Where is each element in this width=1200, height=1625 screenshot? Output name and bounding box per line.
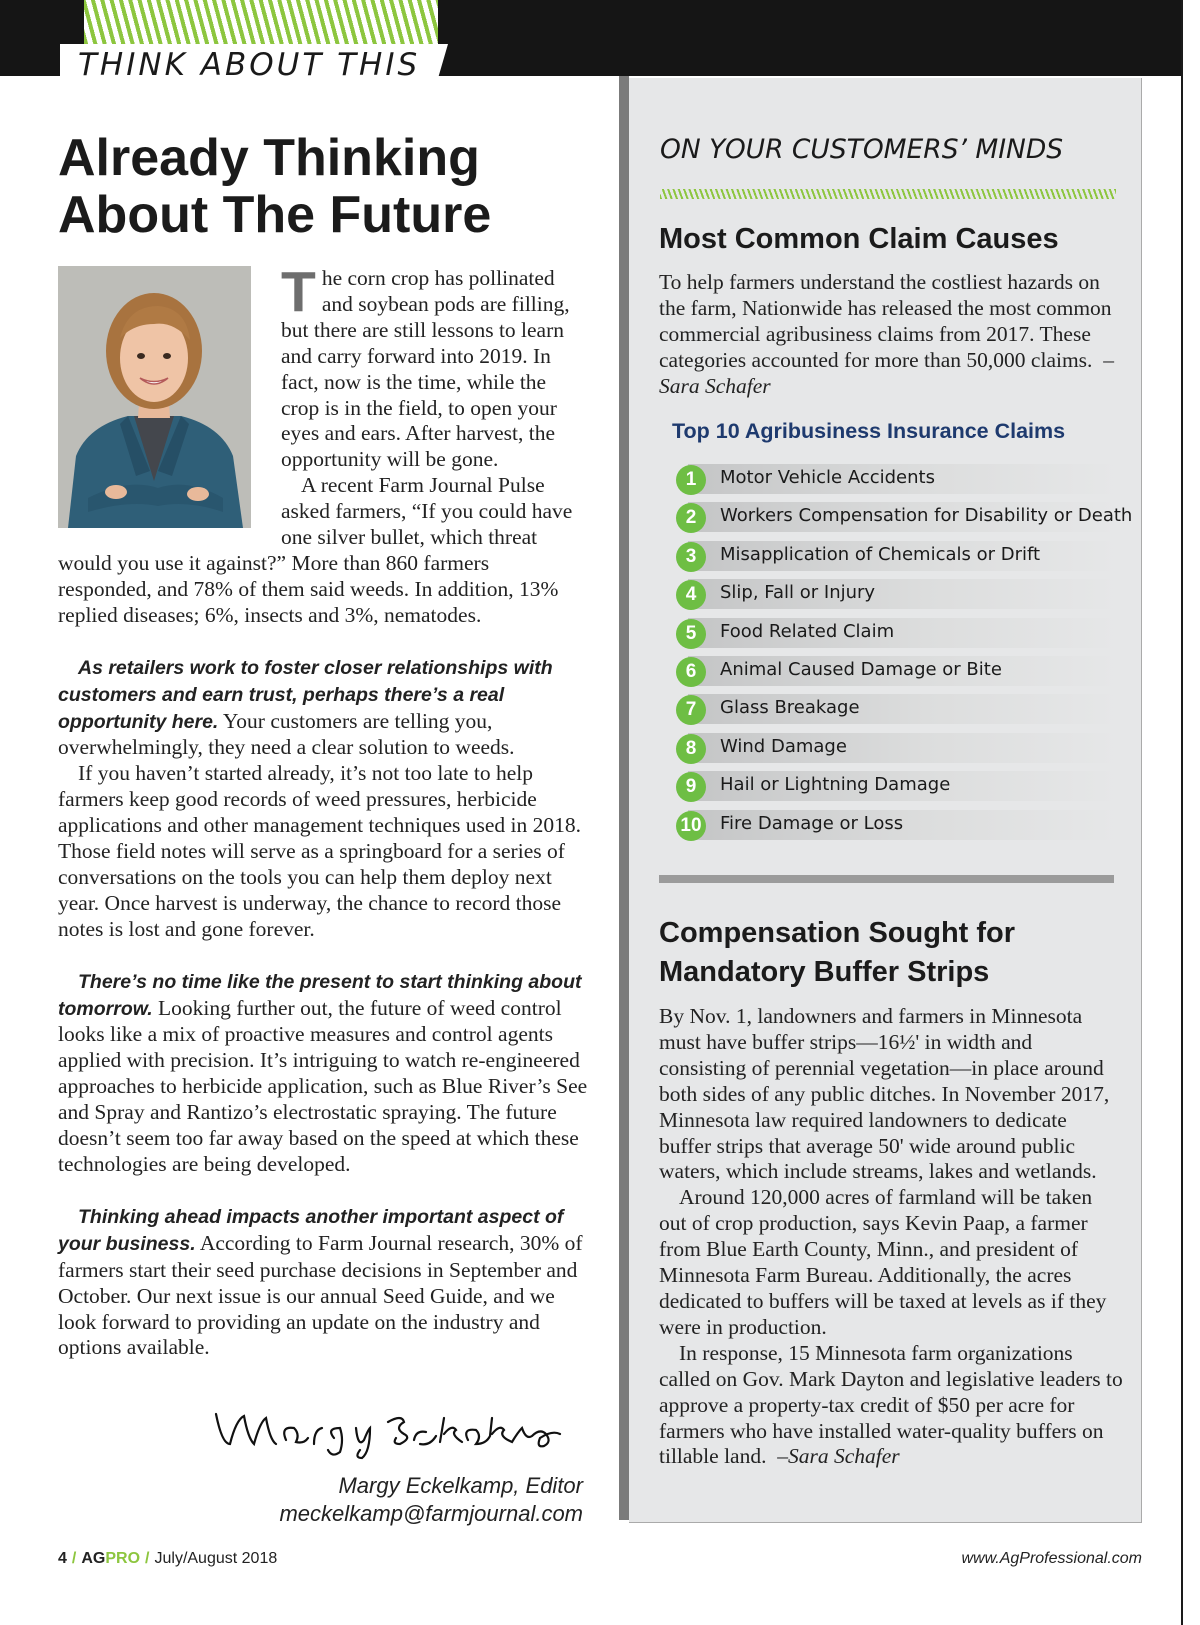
claim-label: Slip, Fall or Injury xyxy=(720,582,876,604)
claims-intro-text: To help farmers understand the costliest hazards on the farm, Nationwide has released the most common commercial agribusiness claims from 2017. These categories accounted for more than 50,000 claims. xyxy=(659,270,1112,372)
claim-rank-badge: 9 xyxy=(676,772,706,802)
claim-item xyxy=(676,577,1126,615)
folio-separator: / xyxy=(145,1550,150,1567)
paragraph-3-text: Your customers are telling you, overwhelmingly, they need a clear solution to weeds. xyxy=(58,708,515,760)
article-headline: Already Thinking About The Future xyxy=(58,129,492,244)
claim-rank-badge: 8 xyxy=(676,734,706,764)
paragraph-3-lead: As retailers work to foster closer relationships with customers and earn trust, perhaps there’s a real opportunity here. xyxy=(58,656,553,733)
claim-item xyxy=(676,808,1126,846)
claim-rank-badge: 6 xyxy=(676,657,706,687)
editor-email-link[interactable]: meckelkamp@farmjournal.com xyxy=(279,1501,583,1526)
article-paragraph-5 xyxy=(58,969,588,1178)
section-label: THINK ABOUT THIS xyxy=(78,47,421,83)
paragraph-1-text: he corn crop has pollinated and soybean pods are filling, but there are still lessons to learn and carry forward into 2019. In fact, now is the time, while the crop is in the field, to open your eyes and ears. After harvest, the opportunity will be gone. xyxy=(281,266,570,472)
claim-item xyxy=(676,539,1126,577)
claims-heading: Most Common Claim Causes xyxy=(659,223,1059,255)
claim-item xyxy=(676,692,1126,730)
article-paragraph-6 xyxy=(58,1204,588,1361)
claim-label: Motor Vehicle Accidents xyxy=(720,467,935,488)
claim-rank-badge: 5 xyxy=(676,619,706,649)
buffer-byline: –Sara Schafer xyxy=(777,1444,900,1469)
page-folio xyxy=(58,1550,277,1568)
magazine-name-pro: PRO xyxy=(105,1550,141,1567)
claims-list-title: Top 10 Agribusiness Insurance Claims xyxy=(672,419,1066,443)
claim-label: Hail or Lightning Damage xyxy=(720,774,951,796)
folio-separator: / xyxy=(71,1550,77,1567)
website-link[interactable]: www.AgProfessional.com xyxy=(961,1550,1142,1567)
page-number: 4 xyxy=(58,1550,67,1567)
article-paragraph-4: If you haven’t started already, it’s not too late to help farmers keep good records of weed pressures, herbicide applications and other management techniques used in 2018. Those field notes will serve as a springboard for a series of conversations on the tools you can help them deploy next year. Once harvest is underway, the chance to record those notes is lost and gone forever. xyxy=(58,761,582,941)
signature-handwriting xyxy=(200,1400,580,1460)
sidebar-label: ON YOUR CUSTOMERS’ MINDS xyxy=(660,134,1064,165)
claim-label: Wind Damage xyxy=(720,735,847,757)
claim-item xyxy=(676,616,1126,654)
claim-rank-badge: 7 xyxy=(676,695,706,725)
magazine-name-ag: AG xyxy=(81,1550,106,1567)
buffer-body xyxy=(659,1004,1124,1470)
editor-name: Margy Eckelkamp, Editor xyxy=(338,1473,583,1498)
sidebar-divider xyxy=(659,875,1114,883)
buffer-paragraph-1: By Nov. 1, landowners and farmers in Minnesota must have buffer strips—16½' in width and consisting of perennial vegetation—in place around both sides of any public ditches. In November 2017, Minnesota law required landowners to dedicate buffer strips that average 50' wide around public waters, which include streams, lakes and wetlands. xyxy=(659,1004,1110,1184)
claim-label: Glass Breakage xyxy=(720,697,860,719)
claim-rank-badge: 10 xyxy=(676,811,706,841)
article-paragraph-2: A recent Farm Journal Pulse asked farmers, “If you could have one silver bullet, which threat would you use it against?” More than 860 farmers responded, and 78% of them said weeds. In addition, 13% replied diseases; 6%, insects and 3%, nematodes. xyxy=(58,473,573,627)
claim-label: Food Related Claim xyxy=(720,620,895,642)
buffer-paragraph-3-text: In response, 15 Minnesota farm organizations called on Gov. Mark Dayton and legislative leaders to approve a property-tax credit of $50 per acre for farmers who have installed water-quality buffers on tillable land. xyxy=(659,1340,1123,1469)
paragraph-spacer xyxy=(58,629,588,655)
claims-byline: –Sara Schafer xyxy=(659,347,1114,398)
editor-signature xyxy=(200,1400,580,1465)
claim-rank-badge: 1 xyxy=(676,465,706,495)
buffer-paragraph-2: Around 120,000 acres of farmland will be taken out of crop production, says Kevin Paap, a farmer from Blue Earth County, Minn., and president of Minnesota Farm Bureau. Additionally, the acres dedicated to buffers will be taxed at levels as if they were in production. xyxy=(659,1185,1107,1339)
article-paragraph-3 xyxy=(58,655,588,762)
paragraph-spacer xyxy=(58,943,588,969)
paragraph-5-text: Looking further out, the future of weed control looks like a mix of proactive measures and control agents applied with precision. It’s intriguing to watch re-engineered approaches to herbicide application, such as Blue River’s See and Spray and Rantizo’s electrostatic spraying. The future doesn’t seem too far away based on the speed at which these technologies are being developed. xyxy=(58,995,588,1176)
claim-item xyxy=(676,500,1133,538)
claim-label: Animal Caused Damage or Bite xyxy=(720,658,1002,680)
claim-item xyxy=(676,731,1126,769)
drop-cap: T xyxy=(281,260,316,324)
buffer-heading xyxy=(659,914,1015,992)
portrait-wrap-space xyxy=(58,266,281,528)
buffer-heading-line-1: Compensation Sought for xyxy=(659,917,1016,949)
sidebar-rule xyxy=(619,76,629,1520)
issue-date: July/August 2018 xyxy=(154,1550,278,1567)
claims-intro-paragraph xyxy=(659,270,1124,400)
buffer-heading-line-2: Mandatory Buffer Strips xyxy=(659,956,990,988)
banner-green-hatch xyxy=(84,0,438,44)
paragraph-spacer xyxy=(58,1178,588,1204)
claim-label: Fire Damage or Loss xyxy=(720,812,904,834)
magazine-name xyxy=(81,1550,140,1567)
paragraph-6-lead: Thinking ahead impacts another important aspect of your business. xyxy=(58,1205,564,1255)
claim-rank-badge: 2 xyxy=(676,503,706,533)
sidebar-green-hatch xyxy=(660,189,1116,199)
claim-label: Misapplication of Chemicals or Drift xyxy=(720,543,1041,565)
claim-item xyxy=(676,462,1126,500)
article-body xyxy=(58,260,588,1361)
claim-item xyxy=(676,654,1126,692)
claim-item xyxy=(676,769,1126,807)
buffer-paragraph-3 xyxy=(659,1341,1124,1471)
claims-list xyxy=(676,462,1133,846)
claim-rank-badge: 4 xyxy=(676,580,706,610)
page-edge-rule xyxy=(1181,0,1183,1625)
claim-rank-badge: 3 xyxy=(676,542,706,572)
paragraph-6-text: According to Farm Journal research, 30% of farmers start their seed purchase decisions in September and October. Our next issue is our annual Seed Guide, and we look forward to providing an update on the industry and options available. xyxy=(58,1230,583,1360)
claims-intro xyxy=(659,270,1124,400)
paragraph-5-lead: There’s no time like the present to start thinking about tomorrow. xyxy=(58,970,582,1020)
claim-label: Workers Compensation for Disability or Death xyxy=(720,505,1133,527)
